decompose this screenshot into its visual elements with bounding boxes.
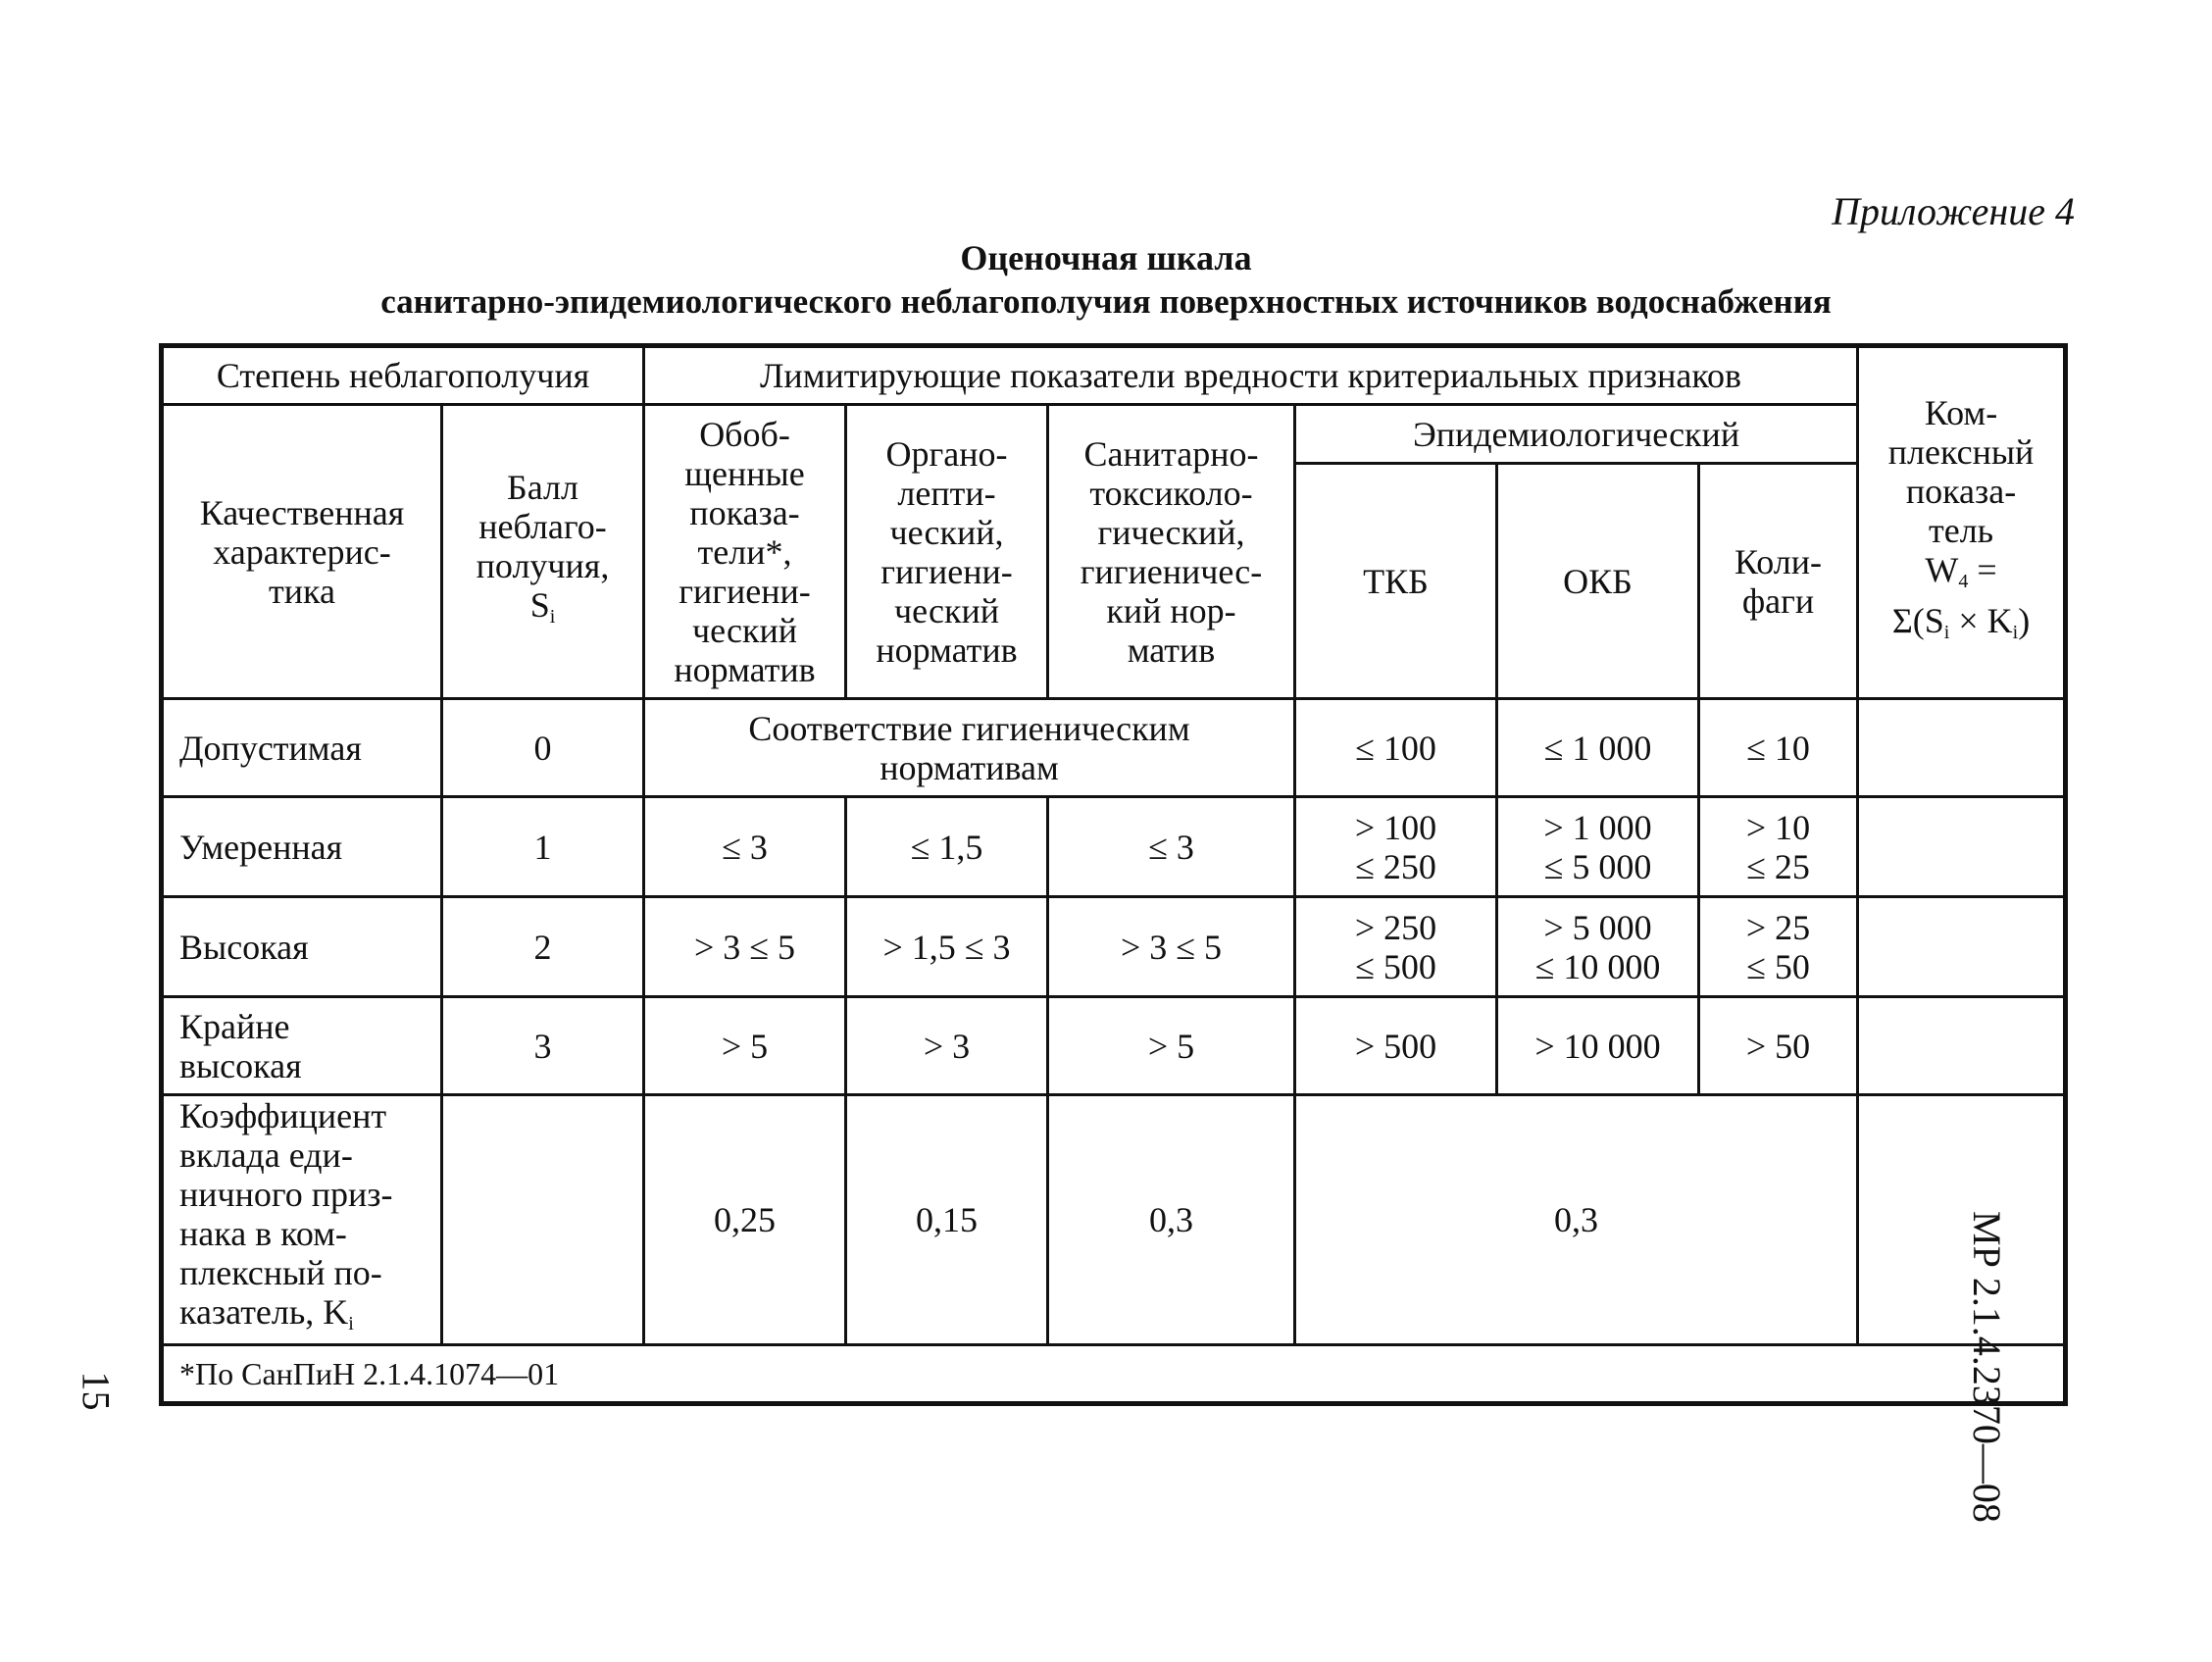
row-merged-norm: Соответствие гигиеническим нормативам <box>644 699 1295 797</box>
row-org: ≤ 1,5 <box>846 797 1048 897</box>
title-line-1: Оценочная шкала <box>960 238 1252 277</box>
header-score: Балл неблаго- получия, $S_i$ <box>442 405 644 699</box>
table-row <box>162 897 2066 997</box>
row-san: ≤ 3 <box>1048 797 1295 897</box>
coef-complex-empty <box>1858 1095 2066 1345</box>
footnote: *По СанПиН 2.1.4.1074—01 <box>162 1345 2066 1404</box>
row-complex <box>1858 699 2066 797</box>
row-okb: > 1 000 ≤ 5 000 <box>1497 797 1699 897</box>
row-org: > 3 <box>846 997 1048 1095</box>
header-qualitative: Качественная характерис- тика <box>162 405 442 699</box>
row-san: > 5 <box>1048 997 1295 1095</box>
coef-org: 0,15 <box>846 1095 1048 1345</box>
header-degree: Степень неблагополучия <box>162 346 644 405</box>
row-complex <box>1858 897 2066 997</box>
header-coliphages: Коли- фаги <box>1699 464 1858 699</box>
header-epidemiological: Эпидемиологический <box>1295 405 1858 464</box>
appendix-label: Приложение 4 <box>1832 189 2075 233</box>
coefficient-row <box>162 1095 2066 1345</box>
document-number: МР 2.1.4.2370—08 <box>1965 1211 2009 1523</box>
row-gen: ≤ 3 <box>644 797 846 897</box>
header-sanitary-toxic: Санитарно- токсиколо- гический, гигиеничес- кий нор- матив <box>1048 405 1295 699</box>
row-qual: Умеренная <box>162 797 442 897</box>
row-complex <box>1858 997 2066 1095</box>
row-qual: Крайне высокая <box>162 997 442 1095</box>
coef-label: Коэффициент вклада еди- ничного приз- нака в ком- плексный по- казатель, $K_i$ <box>162 1095 442 1345</box>
row-coli: > 10 ≤ 25 <box>1699 797 1858 897</box>
row-score: 0 <box>442 699 644 797</box>
coef-epi: 0,3 <box>1295 1095 1858 1345</box>
page-number: 15 <box>74 1371 119 1411</box>
coef-san: 0,3 <box>1048 1095 1295 1345</box>
row-score: 3 <box>442 997 644 1095</box>
row-tkb: > 500 <box>1295 997 1497 1095</box>
title-line-2: санитарно-эпидемиологического неблагополучия поверхностных источников водоснабжения <box>380 282 1832 321</box>
row-score: 1 <box>442 797 644 897</box>
row-okb: > 10 000 <box>1497 997 1699 1095</box>
table-row <box>162 699 2066 797</box>
row-san: > 3 ≤ 5 <box>1048 897 1295 997</box>
row-qual: Допустимая <box>162 699 442 797</box>
row-tkb: > 100 ≤ 250 <box>1295 797 1497 897</box>
row-coli: > 50 <box>1699 997 1858 1095</box>
coef-score-empty <box>442 1095 644 1345</box>
row-org: > 1,5 ≤ 3 <box>846 897 1048 997</box>
header-complex: Ком- плексный показа- тель $W_4$ = $\Sigma(S_i \times K_i)$ <box>1858 346 2066 699</box>
row-tkb: ≤ 100 <box>1295 699 1497 797</box>
header-okb: ОКБ <box>1497 464 1699 699</box>
header-generalized: Обоб- щенные показа- тели*, гигиени- ческий норматив <box>644 405 846 699</box>
row-qual: Высокая <box>162 897 442 997</box>
row-tkb: > 250 ≤ 500 <box>1295 897 1497 997</box>
row-okb: ≤ 1 000 <box>1497 699 1699 797</box>
header-organoleptic: Органо- лепти- ческий, гигиени- ческий норматив <box>846 405 1048 699</box>
row-coli: > 25 ≤ 50 <box>1699 897 1858 997</box>
row-coli: ≤ 10 <box>1699 699 1858 797</box>
table-row <box>162 797 2066 897</box>
row-score: 2 <box>442 897 644 997</box>
coef-gen: 0,25 <box>644 1095 846 1345</box>
row-complex <box>1858 797 2066 897</box>
row-gen: > 3 ≤ 5 <box>644 897 846 997</box>
table-row <box>162 997 2066 1095</box>
row-gen: > 5 <box>644 997 846 1095</box>
header-indicators: Лимитирующие показатели вредности критериальных признаков <box>644 346 1858 405</box>
assessment-table <box>159 343 2068 1406</box>
row-okb: > 5 000 ≤ 10 000 <box>1497 897 1699 997</box>
header-tkb: ТКБ <box>1295 464 1497 699</box>
